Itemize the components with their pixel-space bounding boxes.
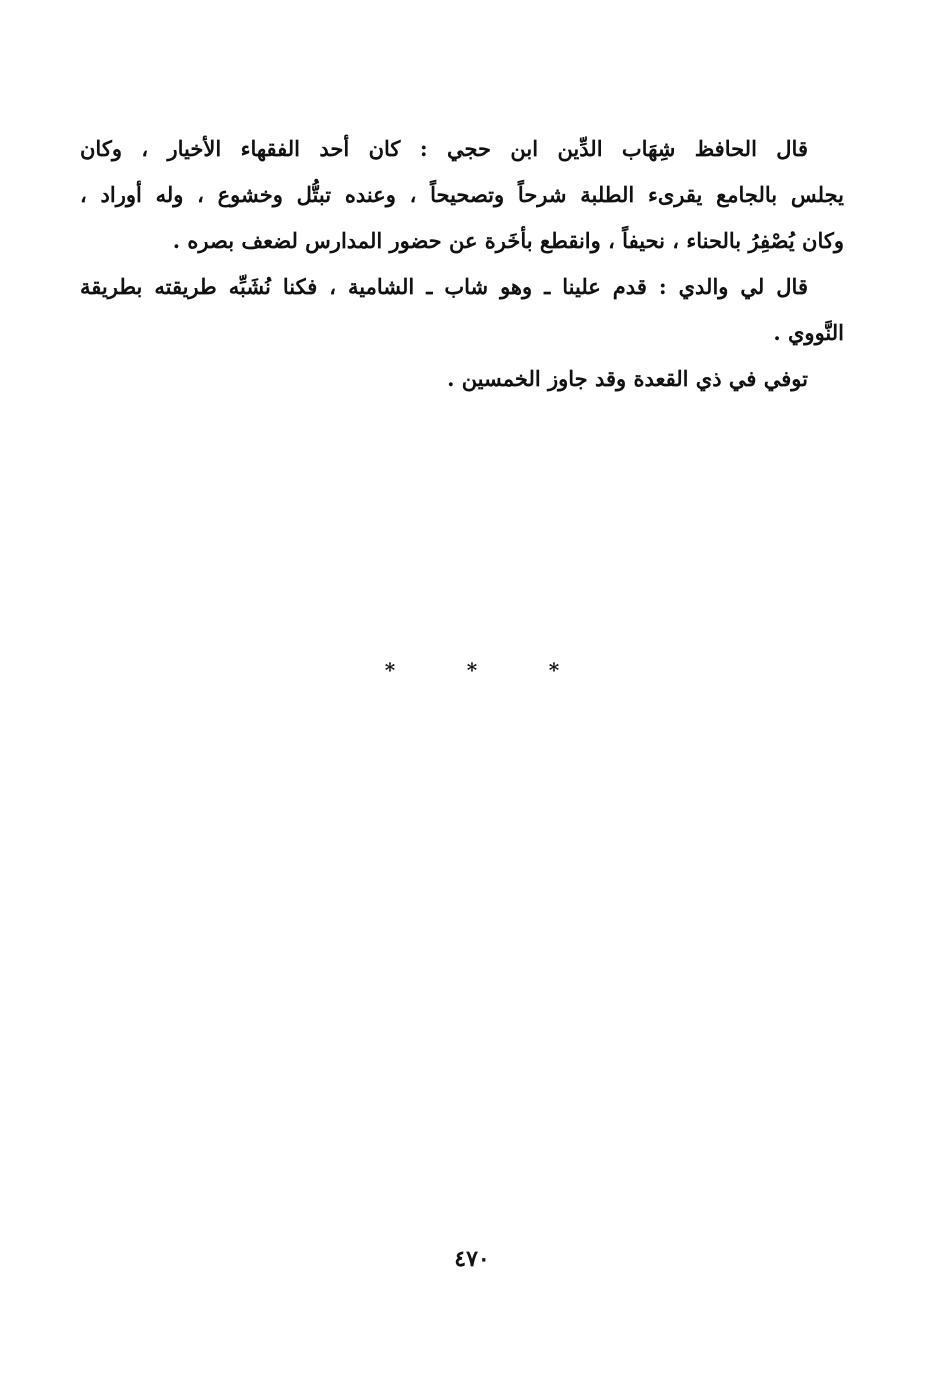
text-line: يجلس بالجامع يقرىء الطلبة شرحاً وتصحيحاً ، وعنده تبتُّل وخشوع ، وله أوراد ، [80,182,844,207]
text-line: توفي في ذي القعدة وقد جاوز الخمسين . [447,366,808,391]
section-separator [0,658,944,682]
text-line: النَّووي . [773,320,844,345]
asterisk-glyph: * [466,658,478,682]
body-text [80,126,844,402]
text-line: قال لي والدي : قدم علينا ـ وهو شاب ـ الشامية ، فكنا نُشَبِّه طريقته بطريقة [80,274,808,299]
asterisk-glyph: * [548,658,560,682]
asterisk-glyph: * [384,658,396,682]
page-number: ٤٧٠ [454,1246,490,1272]
paragraph-3 [80,356,844,402]
text-line: وكان يُصْفِرُ بالحناء ، نحيفاً ، وانقطع بأخَرة عن حضور المدارس لضعف بصره . [172,228,844,253]
paragraph-2 [80,264,844,356]
paragraph-1 [80,126,844,264]
text-line: قال الحافظ شِهَاب الدِّين ابن حجي : كان أحد الفقهاء الأخيار ، وكان [80,136,808,161]
